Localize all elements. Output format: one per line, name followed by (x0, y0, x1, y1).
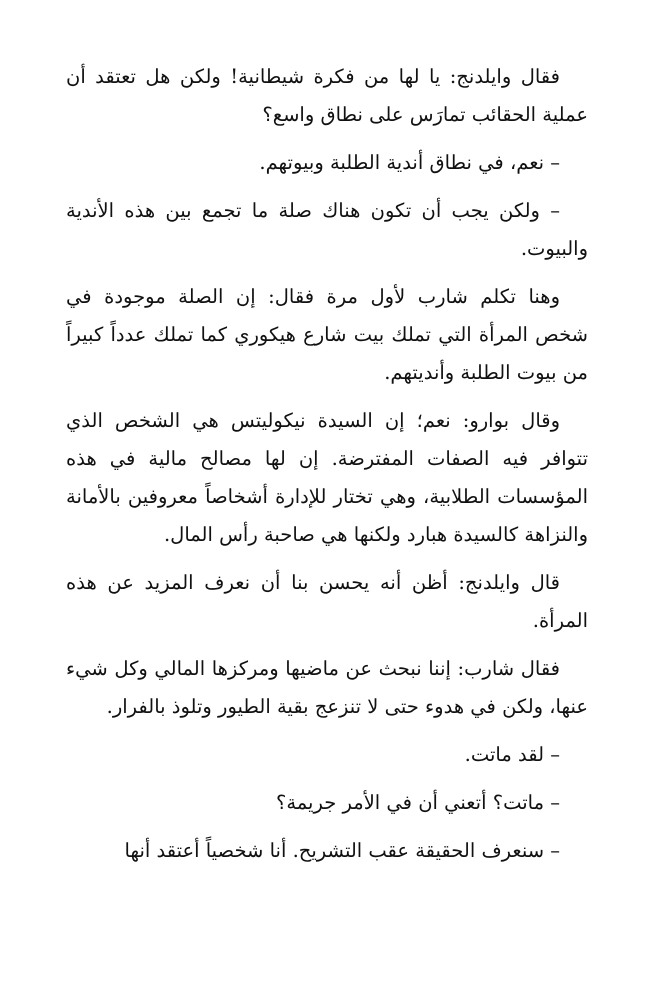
paragraph-3: – ولكن يجب أن تكون هناك صلة ما تجمع بين هذه الأندية والبيوت. (66, 199, 588, 260)
paragraph-2: – نعم، في نطاق أندية الطلبة وبيوتهم. (259, 151, 560, 174)
paragraph-7: فقال شارب: إننا نبحث عن ماضيها ومركزها المالي وكل شيء عنها، ولكن في هدوء حتى لا تنزعج بقية الطيور وتلوذ بالفرار. (66, 657, 588, 718)
book-page (66, 58, 588, 880)
paragraph-6: قال وايلدنج: أظن أنه يحسن بنا أن نعرف المزيد عن هذه المرأة. (66, 571, 588, 632)
paragraph-9: – ماتت؟ أتعني أن في الأمر جريمة؟ (275, 791, 560, 814)
paragraph-1: فقال وايلدنج: يا لها من فكرة شيطانية! ولكن هل تعتقد أن عملية الحقائب تمارَس على نطاق واسع؟ (66, 65, 588, 126)
paragraph-4: وهنا تكلم شارب لأول مرة فقال: إن الصلة موجودة في شخص المرأة التي تملك بيت شارع هيكوري كما تملك عدداً كبيراً من بيوت الطلبة وأنديتهم. (66, 285, 588, 384)
paragraph-8: – لقد ماتت. (464, 743, 560, 766)
paragraph-5: وقال بوارو: نعم؛ إن السيدة نيكوليتس هي الشخص الذي تتوافر فيه الصفات المفترضة. إن لها مصالح مالية في هذه المؤسسات الطلابية، وهي تختار للإدارة أشخاصاً معروفين بالأمانة والنزاهة كالسيدة هبارد ولكنها هي صاحبة رأس المال. (66, 409, 588, 546)
paragraph-10: – سنعرف الحقيقة عقب التشريح. أنا شخصياً أعتقد أنها (124, 839, 560, 862)
